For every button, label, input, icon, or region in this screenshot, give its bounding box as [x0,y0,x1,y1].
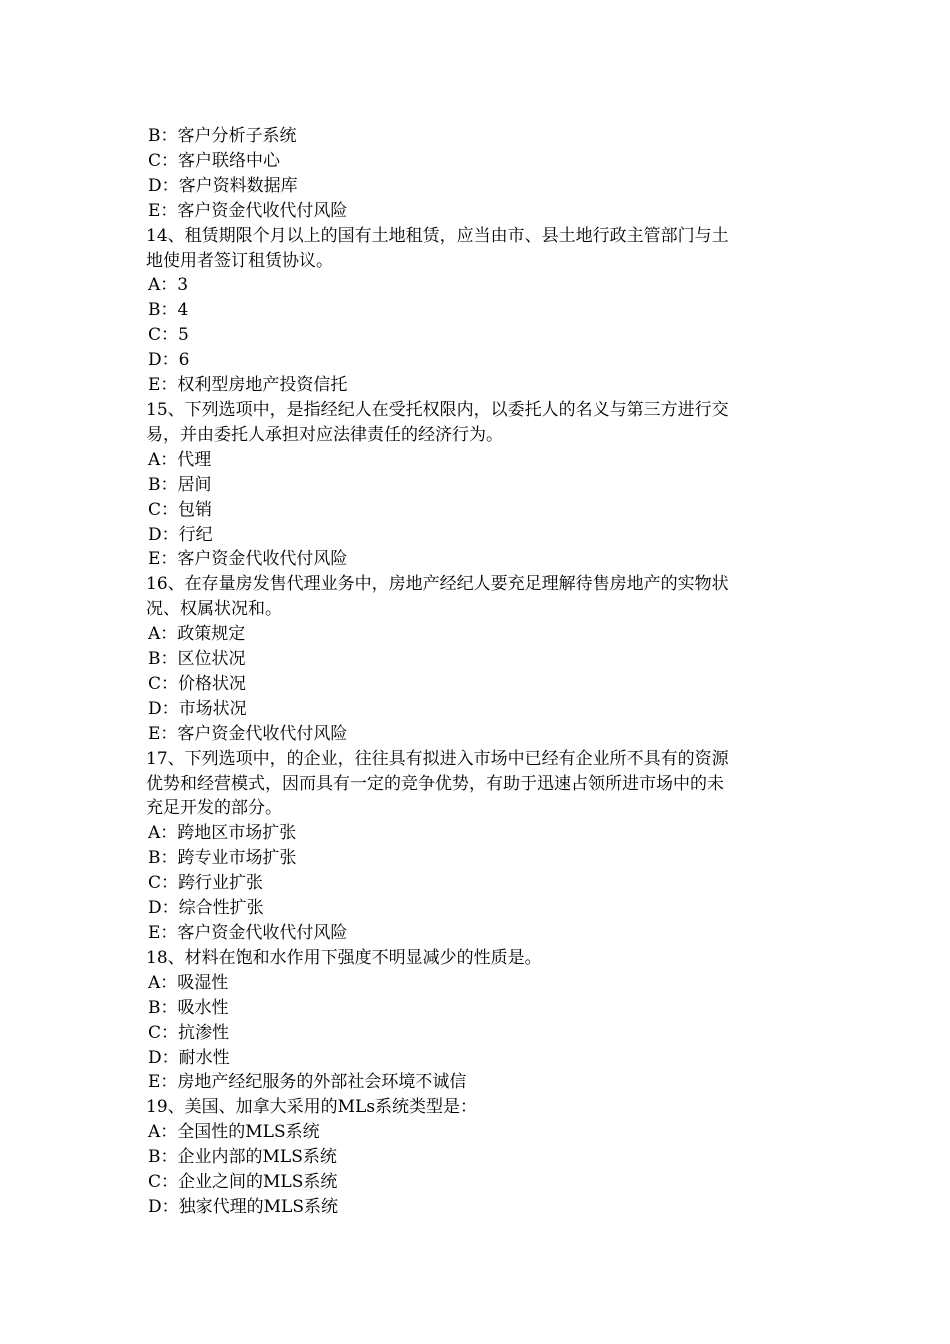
answer-option-line: B：4 [148,300,189,321]
answer-option-line: B：居间 [148,474,212,495]
answer-option-line: B：区位状况 [148,649,246,670]
answer-option-line: A：吸湿性 [148,972,229,993]
answer-option-line: D：独家代理的MLS系统 [148,1196,338,1217]
answer-option-line: C：客户联络中心 [148,150,281,171]
answer-option-line: C：包销 [148,499,213,520]
answer-option-line: D：综合性扩张 [148,898,264,919]
answer-option-line: E：客户资金代收代付风险 [148,549,348,570]
question-text-line: 地使用者签订租赁协议。 [146,250,333,271]
answer-option-line: A：政策规定 [148,624,246,645]
answer-option-line: C：跨行业扩张 [148,873,264,894]
answer-option-line: A：跨地区市场扩张 [148,823,297,844]
answer-option-line: B：跨专业市场扩张 [148,848,297,869]
question-text-line: 19、美国、加拿大采用的MLs系统类型是： [146,1097,478,1118]
answer-option-line: E：权利型房地产投资信托 [148,375,348,396]
answer-option-line: E：客户资金代收代付风险 [148,200,348,221]
question-text-line: 易，并由委托人承担对应法律责任的经济行为。 [146,424,503,445]
answer-option-line: B：客户分析子系统 [148,126,297,146]
answer-option-line: C：价格状况 [148,673,247,694]
question-text-line: 充足开发的部分。 [146,798,282,819]
answer-option-line: E：客户资金代收代付风险 [148,723,348,744]
answer-option-line: A：代理 [148,449,212,470]
answer-option-line: D：6 [148,350,190,371]
answer-option-line: C：抗渗性 [148,1022,230,1043]
answer-option-line: D：市场状况 [148,698,247,719]
question-text-line: 15、下列选项中，是指经纪人在受托权限内，以委托人的名义与第三方进行交 [146,399,729,420]
question-text-line: 况、权属状况和。 [146,599,282,620]
answer-option-line: A：3 [148,275,189,296]
answer-option-line: E：客户资金代收代付风险 [148,923,348,943]
answer-option-line: E：房地产经纪服务的外部社会环境不诚信 [148,1072,467,1093]
question-text-line: 17、下列选项中，的企业，往往具有拟进入市场中已经有企业所不具有的资源 [146,748,729,769]
answer-option-line: C：5 [148,325,189,346]
question-text-line: 14、租赁期限个月以上的国有土地租赁，应当由市、县土地行政主管部门与土 [146,225,729,246]
answer-option-line: C：企业之间的MLS系统 [148,1172,338,1193]
answer-option-line: B：吸水性 [148,997,229,1018]
answer-option-line: D：客户资料数据库 [148,175,298,196]
question-text-line: 16、在存量房发售代理业务中，房地产经纪人要充足理解待售房地产的实物状 [146,574,729,595]
answer-option-line: D：行纪 [148,524,213,545]
answer-option-line: D：耐水性 [148,1047,230,1068]
question-text-line: 18、材料在饱和水作用下强度不明显减少的性质是。 [146,947,542,968]
document-body [146,124,808,1220]
answer-option-line: B：企业内部的MLS系统 [148,1147,337,1168]
question-text-line: 优势和经营模式，因而具有一定的竞争优势，有助于迅速占领所进市场中的未 [146,773,724,794]
answer-option-line: A：全国性的MLS系统 [148,1122,320,1143]
